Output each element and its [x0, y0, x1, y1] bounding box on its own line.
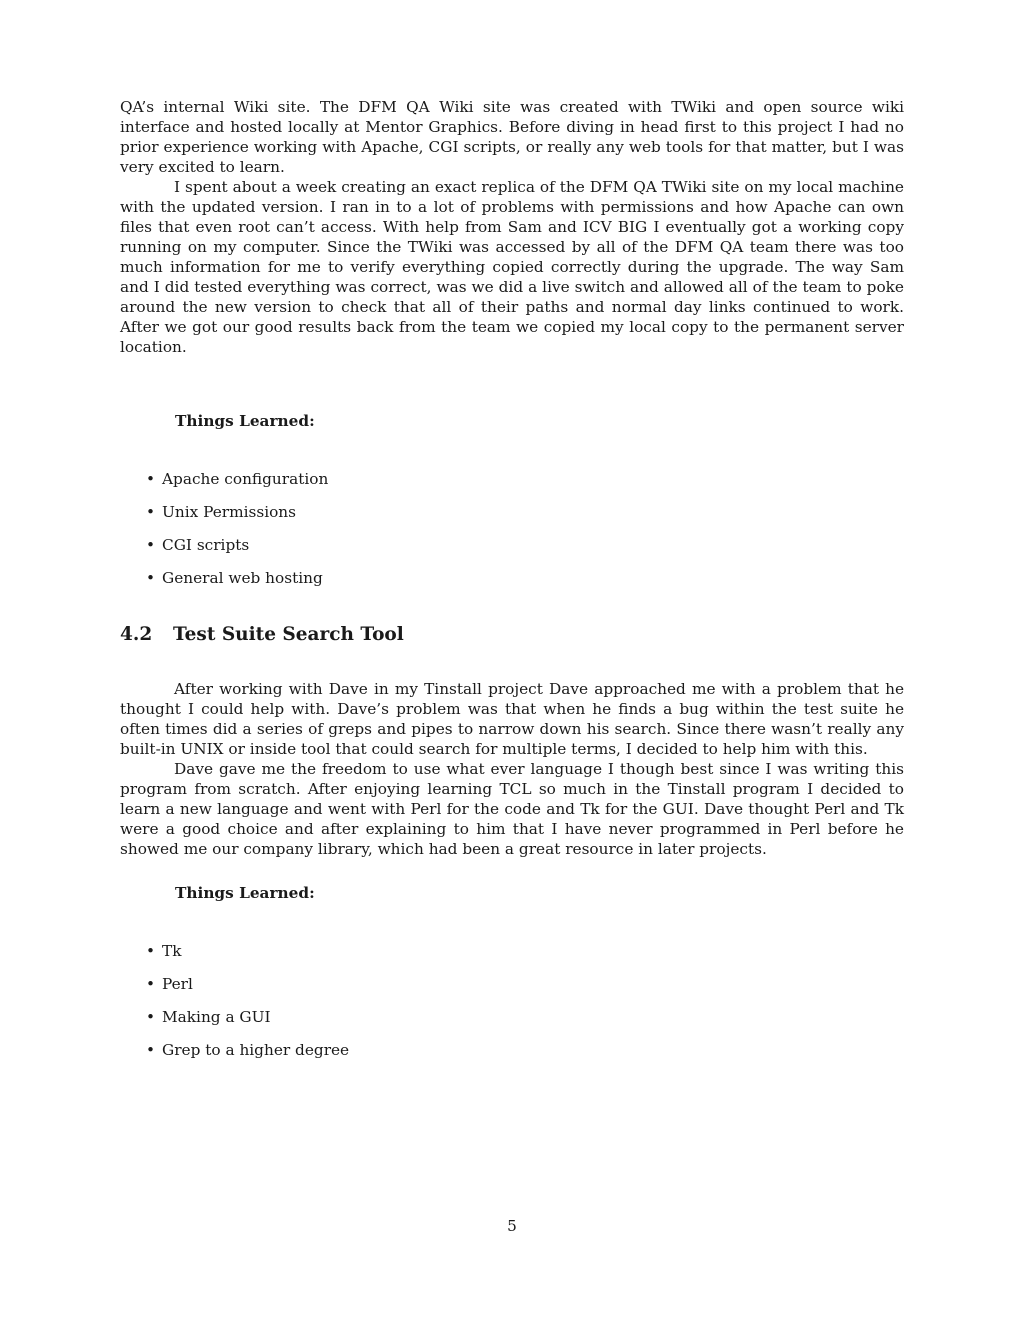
body-paragraph: After working with Dave in my Tinstall project Dave approached me with a problem that he thought I could help with. Dave’s problem was that when he finds a bug within the test suite he often times did a series of greps and pipes to narrow down his search. Since there wasn’t really any built-in UNIX or inside tool that could search for multiple terms, I decided to help him with this. — [120, 680, 904, 758]
list-item: • General web hosting — [146, 569, 323, 587]
things-learned-list — [120, 941, 904, 1073]
section-heading — [120, 623, 904, 647]
document-page — [120, 97, 904, 1073]
list-item: • Grep to a higher degree — [146, 1041, 350, 1059]
bullet-icon: • — [146, 503, 156, 521]
things-learned-heading: Things Learned: — [175, 412, 315, 430]
section-title: Test Suite Search Tool — [173, 624, 404, 645]
bullet-icon: • — [146, 942, 156, 960]
list-item: • Tk — [146, 942, 182, 960]
bullet-icon: • — [146, 1008, 156, 1026]
things-learned-list — [120, 469, 904, 601]
body-paragraph: I spent about a week creating an exact replica of the DFM QA TWiki site on my local machine with the updated version. I ran in to a lot of problems with permissions and how Apache can own files that even root can’t access. With help from Sam and ICV BIG I eventually got a working copy running on my computer. Since the TWiki was accessed by all of the DFM QA team there was too much information for me to verify everything copied correctly during the upgrade. The way Sam and I did tested everything was correct, was we did a live switch and allowed all of the team to poke around the new version to check that all of their paths and normal day links continued to work. After we got our good results back from the team we copied my local copy to the permanent server location. — [120, 178, 904, 356]
list-item: • CGI scripts — [146, 536, 250, 554]
bullet-icon: • — [146, 975, 156, 993]
section-number: 4.2 — [120, 624, 153, 645]
bullet-icon: • — [146, 569, 156, 587]
bullet-icon: • — [146, 470, 156, 488]
things-learned-heading: Things Learned: — [175, 884, 315, 902]
list-item: • Making a GUI — [146, 1008, 271, 1026]
body-paragraph: Dave gave me the freedom to use what ever language I though best since I was writing this program from scratch. After enjoying learning TCL so much in the Tinstall program I decided to learn a new language and went with Perl for the code and Tk for the GUI. Dave thought Perl and Tk were a good choice and after explaining to him that I have never programmed in Perl before he showed me our company library, which had been a great resource in later projects. — [120, 760, 904, 858]
body-paragraph: QA’s internal Wiki site. The DFM QA Wiki site was created with TWiki and open source wiki interface and hosted locally at Mentor Graphics. Before diving in head first to this project I had no prior experience working with Apache, CGI scripts, or really any web tools for that matter, but I was very excited to learn. — [120, 98, 904, 176]
list-item: • Apache configuration — [146, 470, 329, 488]
page-number: 5 — [507, 1217, 517, 1235]
bullet-icon: • — [146, 1041, 156, 1059]
list-item: • Perl — [146, 975, 193, 993]
bullet-icon: • — [146, 536, 156, 554]
list-item: • Unix Permissions — [146, 503, 296, 521]
